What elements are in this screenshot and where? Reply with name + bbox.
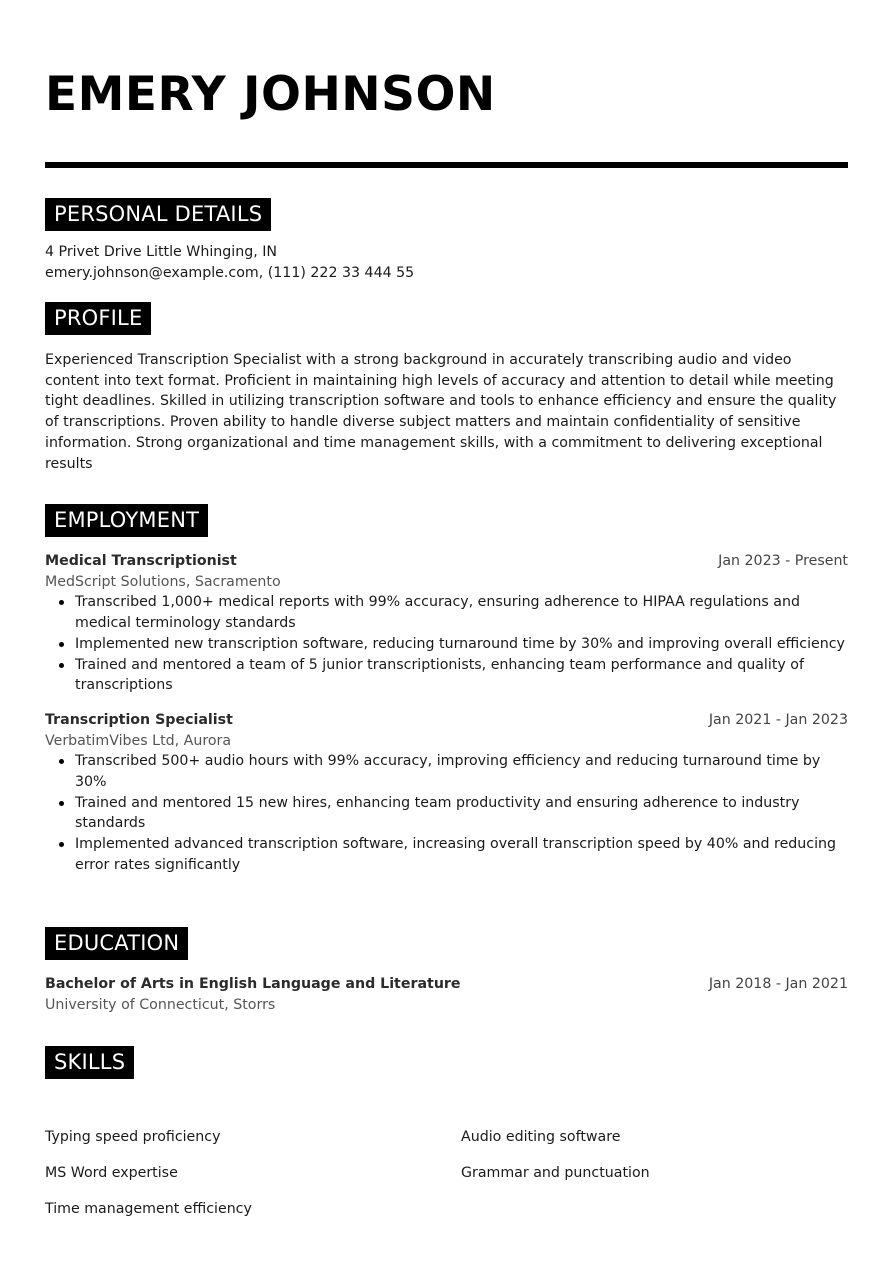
education-entry bbox=[45, 974, 848, 1015]
contact-text: emery.johnson@example.com, (111) 222 33 444 55 bbox=[45, 264, 415, 281]
job-title: Transcription Specialist bbox=[45, 711, 233, 728]
personal-details-section bbox=[45, 198, 848, 283]
skill-item: Time management efficiency bbox=[45, 1201, 252, 1217]
job-company: VerbatimVibes Ltd, Aurora bbox=[45, 732, 232, 749]
skills-heading: SKILLS bbox=[45, 1046, 134, 1079]
candidate-name: EMERY JOHNSON bbox=[45, 67, 496, 122]
job-title: Medical Transcriptionist bbox=[45, 553, 237, 569]
education-heading: EDUCATION bbox=[45, 927, 188, 960]
job-entry bbox=[45, 710, 848, 876]
education-section bbox=[45, 927, 848, 1015]
bullet-item: Trained and mentored a team of 5 junior transcriptionists, enhancing team performance and quality of transcriptions bbox=[75, 655, 848, 696]
employment-heading: EMPLOYMENT bbox=[45, 504, 208, 537]
skill-item: Audio editing software bbox=[461, 1129, 621, 1145]
education-date: Jan 2018 - Jan 2021 bbox=[708, 976, 848, 992]
bullet-item: Transcribed 500+ audio hours with 99% accuracy, improving efficiency and reducing turnaround time by 30% bbox=[75, 751, 848, 792]
employment-section bbox=[45, 504, 848, 876]
bullet-item: Implemented new transcription software, reducing turnaround time by 30% and improving overall efficiency bbox=[75, 634, 848, 655]
school-name: University of Connecticut, Storrs bbox=[45, 996, 276, 1013]
bullet-item: Transcribed 1,000+ medical reports with 99% accuracy, ensuring adherence to HIPAA regulations and medical terminology standards bbox=[75, 592, 848, 633]
profile-summary: Experienced Transcription Specialist with a strong background in accurately transcribing audio and video content into text format. Proficient in maintaining high levels of accuracy and attention to detail while meeting tight deadlines. Skilled in utilizing transcription software and tools to enhance efficiency and ensure the quality of transcriptions. Proven ability to handle diverse subject matters and maintain confidentiality of sensitive information. Strong organizational and time management skills, with a commitment to delivering exceptional results bbox=[45, 352, 837, 472]
profile-heading: PROFILE bbox=[45, 302, 151, 335]
personal-details-heading: PERSONAL DETAILS bbox=[45, 198, 271, 231]
job-bullets bbox=[45, 592, 848, 696]
header-divider bbox=[45, 162, 848, 168]
job-date: Jan 2021 - Jan 2023 bbox=[708, 711, 848, 728]
skill-item: Grammar and punctuation bbox=[461, 1165, 650, 1181]
address-text: 4 Privet Drive Little Whinging, IN bbox=[45, 244, 278, 260]
job-date: Jan 2023 - Present bbox=[718, 553, 848, 569]
skills-section bbox=[45, 1046, 848, 1217]
bullet-item: Trained and mentored 15 new hires, enhancing team productivity and ensuring adherence to industry standards bbox=[75, 793, 848, 834]
profile-section bbox=[45, 302, 848, 474]
bullet-item: Implemented advanced transcription software, increasing overall transcription speed by 40% and reducing error rates significantly bbox=[75, 834, 848, 875]
job-bullets bbox=[45, 751, 848, 875]
job-entry bbox=[45, 551, 848, 696]
skill-item: Typing speed proficiency bbox=[45, 1129, 221, 1145]
degree-title: Bachelor of Arts in English Language and Literature bbox=[45, 976, 461, 992]
skill-item: MS Word expertise bbox=[45, 1165, 178, 1181]
job-company: MedScript Solutions, Sacramento bbox=[45, 573, 281, 590]
